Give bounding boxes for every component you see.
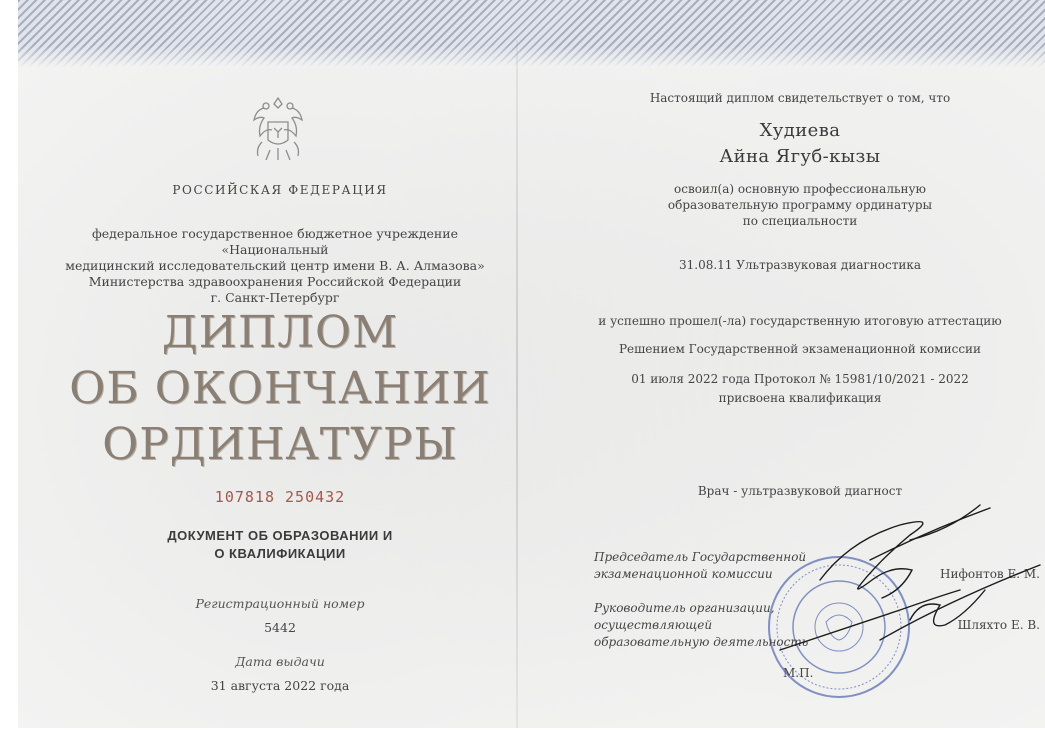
- serial-number: 107818 250432: [214, 488, 346, 506]
- certification-statement: Настоящий диплом свидетельствует о том, что: [649, 91, 951, 105]
- signatory-name-director: Шляхто Е. В.: [957, 618, 1040, 632]
- specialty: 31.08.11 Ультразвуковая диагностика: [679, 258, 921, 272]
- role-line: образовательную деятельность: [594, 635, 809, 649]
- graduate-given-name: Айна Ягуб-кызы: [719, 146, 881, 167]
- issue-date: 31 августа 2022 года: [210, 678, 350, 693]
- program-statement: [600, 181, 1000, 229]
- program-line: образовательную программу ординатуры: [667, 198, 933, 212]
- document-type: [120, 527, 440, 563]
- program-line: освоил(а) основную профессиональную: [674, 182, 926, 196]
- institution-name: [55, 226, 495, 306]
- title-line: ДИПЛОМ: [161, 307, 399, 358]
- handwritten-signatures: [580, 500, 1045, 700]
- graduate-surname: Худиева: [759, 120, 841, 141]
- role-line: Руководитель организации, осуществляющей: [594, 601, 775, 632]
- document-type-line: О КВАЛИФИКАЦИИ: [214, 546, 346, 561]
- guilloche-border: [18, 0, 1045, 68]
- commission-decision: Решением Государственной экзаменационной комиссии: [618, 342, 982, 356]
- institution-line: федеральное государственное бюджетное учреждение «Национальный: [91, 226, 458, 257]
- graduate-name: [600, 118, 1000, 170]
- title-line: ОРДИНАТУРЫ: [102, 419, 458, 470]
- signatory-name-chairman: Нифонтов Е. М.: [939, 567, 1040, 581]
- institution-line: медицинский исследовательский центр имени В. А. Алмазова»: [65, 258, 485, 273]
- program-line: по специальности: [742, 214, 858, 228]
- title-line: ОБ ОКОНЧАНИИ: [69, 363, 491, 414]
- protocol-info: [560, 370, 1040, 408]
- protocol-line: 01 июля 2022 года Протокол № 15981/10/2021 - 2022: [631, 372, 969, 386]
- registration-label: Регистрационный номер: [195, 596, 365, 611]
- country-heading: РОССИЙСКАЯ ФЕДЕРАЦИЯ: [172, 183, 388, 197]
- attestation-statement: и успешно прошел(-ла) государственную итоговую аттестацию: [598, 314, 1002, 328]
- protocol-line: присвоена квалификация: [718, 391, 882, 405]
- institution-line: г. Санкт-Петербург: [210, 290, 340, 305]
- role-line: экзаменационной комиссии: [594, 567, 773, 581]
- coat-of-arms-emblem: [240, 92, 316, 168]
- diploma-title: [40, 305, 520, 473]
- registration-number: 5442: [264, 620, 296, 635]
- institution-line: Министерства здравоохранения Российской Федерации: [88, 274, 462, 289]
- document-type-line: ДОКУМЕНТ ОБ ОБРАЗОВАНИИ И: [167, 528, 393, 543]
- seal-mark: М.П.: [783, 666, 814, 680]
- qualification: Врач - ультразвуковой диагност: [697, 484, 903, 498]
- issue-date-label: Дата выдачи: [235, 654, 325, 669]
- role-line: Председатель Государственной: [594, 550, 807, 564]
